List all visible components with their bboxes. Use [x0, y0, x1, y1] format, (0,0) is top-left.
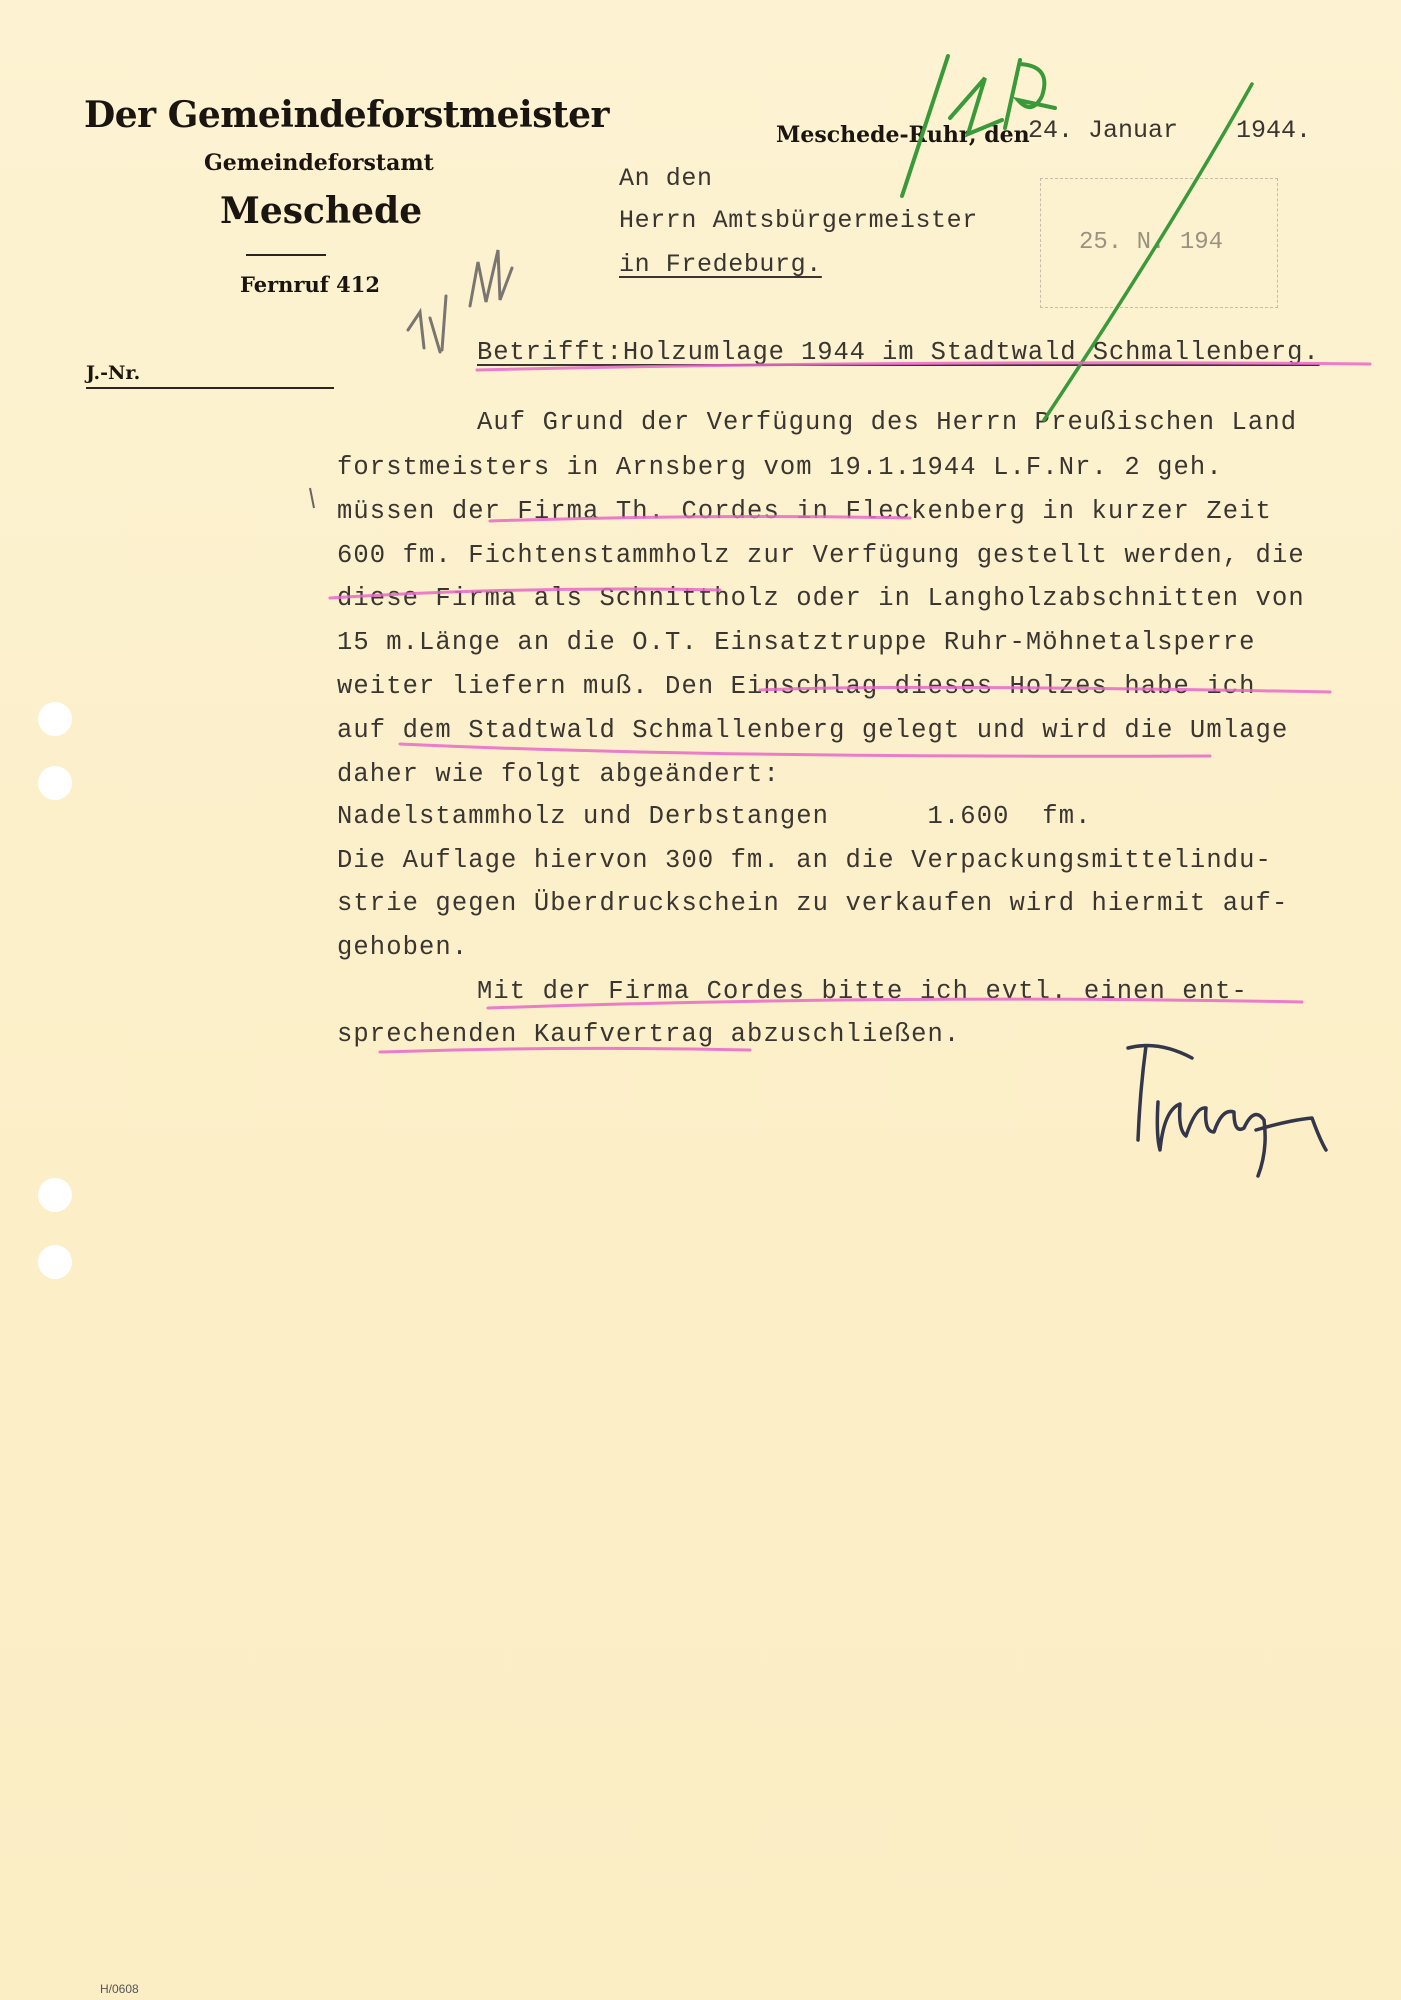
recipient-line-3: in Fredeburg. [619, 250, 822, 279]
letterhead-name: Der Gemeindeforstmeister [84, 94, 609, 136]
body-line: Mit der Firma Cordes bitte ich evtl. einen ent- [477, 977, 1248, 1006]
body-line: sprechenden Kaufvertrag abzuschließen. [337, 1020, 961, 1049]
body-line: auf dem Stadtwald Schmallenberg gelegt und wird die Umlage [337, 716, 1289, 745]
body-line: weiter liefern muß. Den Einschlag dieses Holzes habe ich [337, 672, 1256, 701]
letterhead-divider [246, 254, 326, 256]
body-line: forstmeisters in Arnsberg vom 19.1.1944 L.F.Nr. 2 geh. [337, 453, 1223, 482]
date-year: 1944. [1236, 116, 1312, 145]
signature [1128, 1046, 1326, 1176]
margin-pencil-mark [310, 488, 314, 508]
body-line: 15 m.Länge an die O.T. Einsatztruppe Ruhr-Möhnetalsperre [337, 628, 1256, 657]
form-code: H/0608 [100, 1982, 139, 1996]
reference-number-line [86, 387, 334, 389]
body-line: diese Firma als Schnittholz oder in Langholzabschnitten von [337, 584, 1305, 613]
body-line: müssen der Firma Th. Cordes in Fleckenberg in kurzer Zeit [337, 497, 1272, 526]
recipient-line-2: Herrn Amtsbürgermeister [619, 206, 978, 235]
place-label: Meschede-Ruhr, den [776, 122, 1030, 148]
punch-hole [38, 702, 72, 736]
reference-number-label: J.-Nr. [86, 362, 141, 384]
body-line: Die Auflage hiervon 300 fm. an die Verpackungsmittelindu- [337, 846, 1272, 875]
date-day-month: 24. Januar [1028, 116, 1179, 145]
receipt-stamp-text: 25. N. 194 [1079, 229, 1224, 256]
body-line: daher wie folgt abgeändert: [337, 760, 780, 789]
letterhead-phone: Fernruf 412 [240, 272, 380, 297]
punch-hole [38, 1245, 72, 1279]
body-line: Nadelstammholz und Derbstangen 1.600 fm. [337, 802, 1092, 831]
punch-hole [38, 766, 72, 800]
body-line: strie gegen Überdruckschein zu verkaufen wird hiermit auf- [337, 889, 1289, 918]
body-line: gehoben. [337, 933, 469, 962]
letterhead-town: Meschede [220, 190, 423, 232]
recipient-line-1: An den [619, 164, 713, 193]
pencil-scribble-mark [408, 250, 512, 352]
receipt-stamp [1040, 178, 1278, 308]
body-line: Auf Grund der Verfügung des Herrn Preußischen Land [477, 408, 1298, 437]
letterhead-office: Gemeindeforstamt [204, 150, 434, 176]
punch-hole [38, 1178, 72, 1212]
subject-line: Betrifft:Holzumlage 1944 im Stadtwald Schmallenberg. [477, 338, 1320, 367]
body-line: 600 fm. Fichtenstammholz zur Verfügung gestellt werden, die [337, 541, 1305, 570]
